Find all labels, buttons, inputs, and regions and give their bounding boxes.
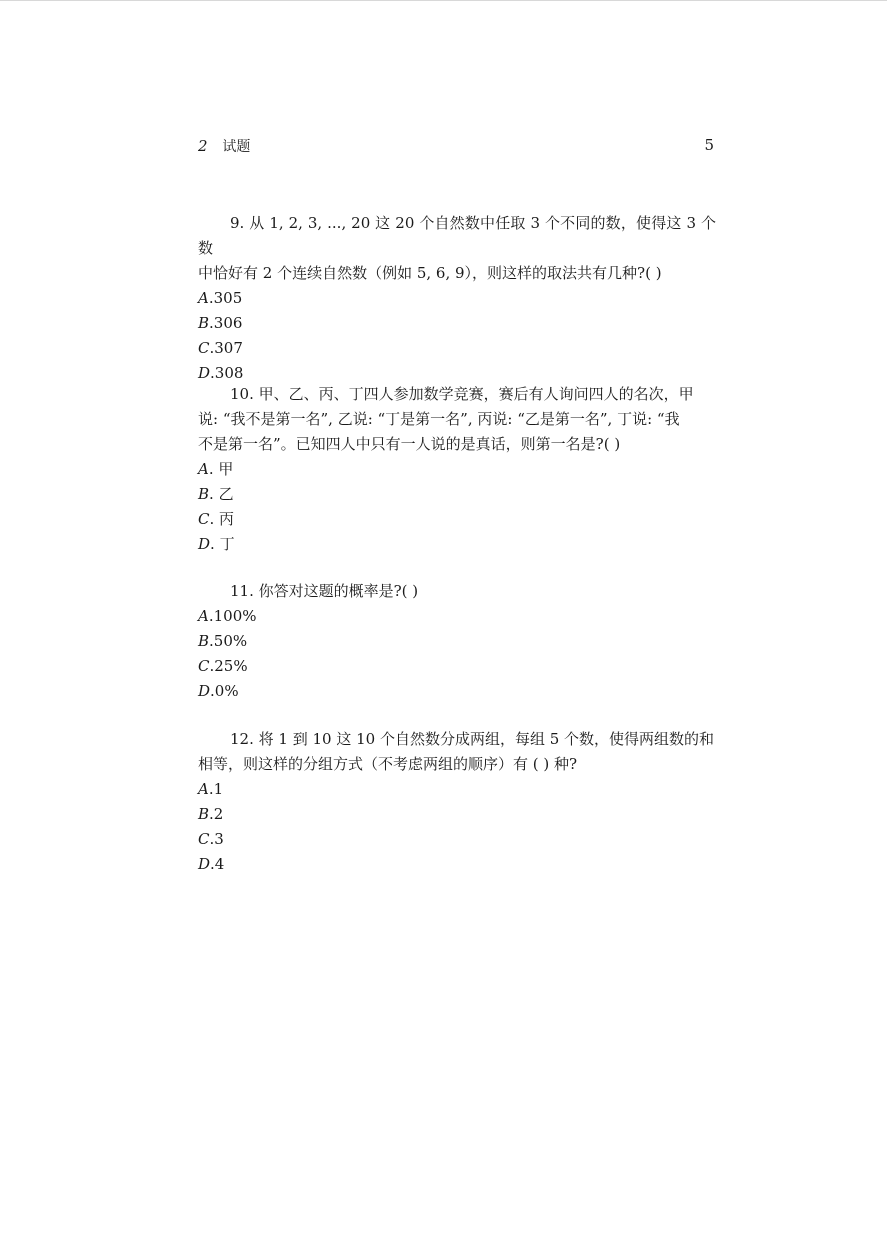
option-b: B.50% <box>198 632 248 650</box>
page-number: 5 <box>704 136 714 154</box>
section-number: 2 <box>198 137 208 155</box>
question-stem <box>198 579 716 604</box>
question-12 <box>198 727 716 877</box>
question-10 <box>198 382 716 557</box>
stem-line: 不是第一名”。已知四人中只有一人说的是真话，则第一名是?( ) <box>198 435 621 453</box>
option-d: D.308 <box>198 364 244 382</box>
stem-line: 中恰好有 2 个连续自然数（例如 5, 6, 9），则这样的取法共有几种?( ) <box>198 264 662 282</box>
option-a: A.100% <box>198 607 257 625</box>
option-c: C.307 <box>198 339 243 357</box>
stem-line: 10. 甲、乙、丙、丁四人参加数学竞赛，赛后有人询问四人的名次，甲 <box>230 385 694 403</box>
option-a: A. 甲 <box>198 460 234 478</box>
question-stem <box>198 727 716 777</box>
option-d: D.0% <box>198 682 239 700</box>
question-stem <box>198 382 716 457</box>
question-stem <box>198 211 716 286</box>
stem-line: 相等，则这样的分组方式（不考虑两组的顺序）有 ( ) 种? <box>198 755 578 773</box>
option-c: C. 丙 <box>198 510 235 528</box>
option-c: C.25% <box>198 657 248 675</box>
stem-line: 11. 你答对这题的概率是?( ) <box>230 582 419 600</box>
stem-line: 12. 将 1 到 10 这 10 个自然数分成两组，每组 5 个数，使得两组数的和 <box>230 730 715 748</box>
option-c: C.3 <box>198 830 224 848</box>
question-9 <box>198 211 716 386</box>
option-b: B.306 <box>198 314 243 332</box>
option-b: B.2 <box>198 805 224 823</box>
option-b: B. 乙 <box>198 485 234 503</box>
stem-line: 9. 从 1, 2, 3, ..., 20 这 20 个自然数中任取 3 个不同的数，使得这 3 个数 <box>198 214 716 257</box>
option-d: D.4 <box>198 855 225 873</box>
option-d: D. 丁 <box>198 535 235 553</box>
option-a: A.305 <box>198 289 243 307</box>
question-11 <box>198 579 716 704</box>
stem-line: 说: “我不是第一名”, 乙说: “丁是第一名”, 丙说: “乙是第一名”, 丁说: “我 <box>198 410 680 428</box>
running-header <box>198 136 714 156</box>
page-top-border <box>0 0 887 1</box>
option-a: A.1 <box>198 780 224 798</box>
section-title: 试题 <box>222 139 251 155</box>
header-section <box>198 136 250 156</box>
